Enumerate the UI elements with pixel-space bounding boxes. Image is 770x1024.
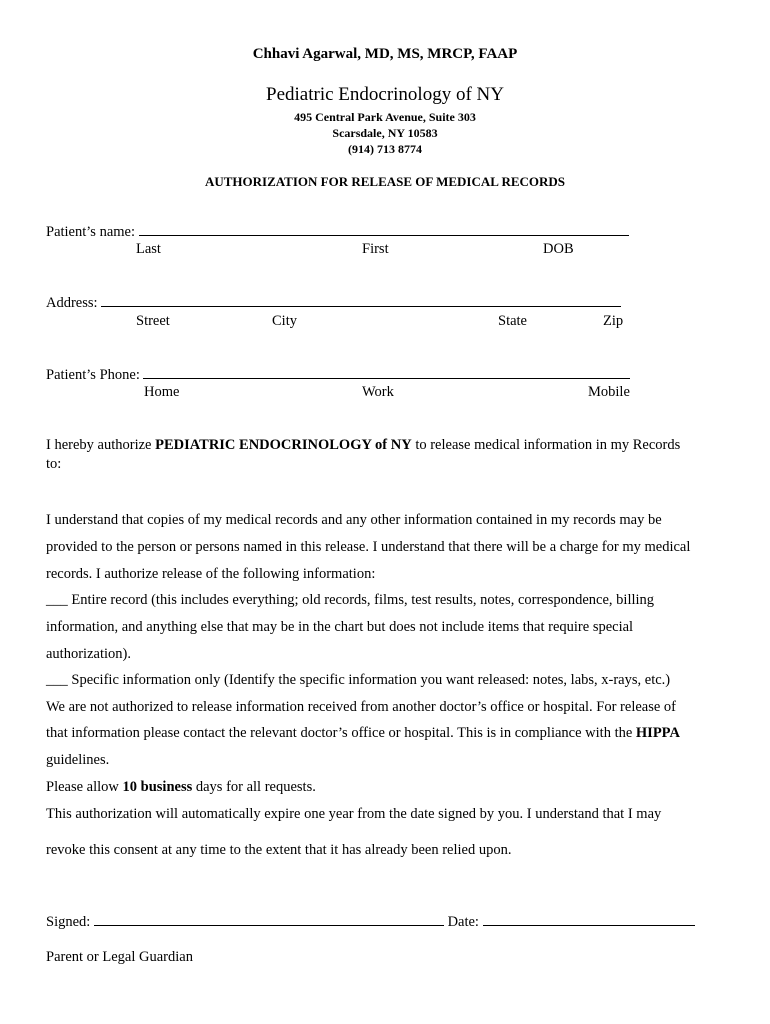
patient-name-line[interactable] — [139, 223, 629, 236]
phone-field[interactable] — [46, 366, 630, 384]
signature-line[interactable] — [94, 913, 444, 926]
body-line-2: provided to the person or persons named in this release. I understand that there will be a charge for my medical — [46, 539, 691, 555]
sub-label-zip: Zip — [603, 313, 624, 329]
form-title: AUTHORIZATION FOR RELEASE OF MEDICAL RECORDS — [204, 174, 566, 189]
address-line-1: 495 Central Park Avenue, Suite 303 — [294, 110, 476, 124]
body-line-12: This authorization will automatically expire one year from the date signed by you. I understand that I may — [46, 806, 662, 822]
address-label: Address: — [46, 295, 98, 311]
sub-label-mobile: Mobile — [588, 384, 630, 400]
body-line-11: Please allow 10 business days for all requests. — [46, 779, 316, 795]
sub-label-state: State — [498, 313, 527, 329]
address-field[interactable] — [46, 294, 621, 312]
practice-name-inline: PEDIATRIC ENDOCRINOLOGY of NY — [155, 437, 412, 453]
authorize-to: to: — [46, 456, 62, 472]
hippa-bold: HIPPA — [635, 725, 680, 741]
sub-label-work: Work — [362, 384, 394, 400]
patient-name-field[interactable] — [46, 223, 629, 241]
address-line-2: Scarsdale, NY 10583 — [332, 126, 438, 140]
option-specific-info[interactable]: ___ Specific information only (Identify the specific information you want released: notes, labs, x-rays, etc.) — [46, 672, 671, 688]
body-line-13: revoke this consent at any time to the extent that it has already been relied upon. — [46, 842, 512, 858]
sub-label-street: Street — [136, 313, 170, 329]
sub-label-city: City — [272, 313, 297, 329]
address-line[interactable] — [101, 294, 621, 307]
sub-label-first: First — [362, 241, 389, 257]
body-line-8: We are not authorized to release information received from another doctor’s office or hospital. For release of — [46, 699, 677, 715]
date-label: Date: — [447, 914, 479, 930]
date-line[interactable] — [483, 913, 695, 926]
option-entire-record[interactable]: ___ Entire record (this includes everything; old records, films, test results, notes, correspondence, billing — [46, 592, 655, 608]
body-line-10: guidelines. — [46, 752, 110, 768]
sub-label-dob: DOB — [543, 241, 574, 257]
body-line-3: records. I authorize release of the following information: — [46, 566, 376, 582]
doctor-name: Chhavi Agarwal, MD, MS, MRCP, FAAP — [252, 46, 518, 62]
body-line-9: that information please contact the relevant doctor’s office or hospital. This is in compliance with the HIPPA — [46, 725, 680, 741]
body-line-6: authorization). — [46, 646, 131, 662]
phone-line[interactable] — [143, 366, 630, 379]
body-line-5: information, and anything else that may be in the chart but does not include items that require special — [46, 619, 634, 635]
signature-row[interactable] — [46, 913, 695, 931]
business-days-bold: 10 business — [122, 779, 193, 795]
signed-label: Signed: — [46, 914, 91, 930]
patient-name-label: Patient’s name: — [46, 224, 135, 240]
phone-label: Patient’s Phone: — [46, 367, 140, 383]
sub-label-last: Last — [136, 241, 161, 257]
body-line-1: I understand that copies of my medical records and any other information contained in my records may be — [46, 512, 662, 528]
sub-label-home: Home — [144, 384, 180, 400]
practice-name: Pediatric Endocrinology of NY — [266, 84, 504, 105]
practice-phone: (914) 713 8774 — [348, 142, 422, 156]
authorize-statement: I hereby authorize PEDIATRIC ENDOCRINOLOGY of NY to release medical information in my Records — [46, 437, 681, 453]
guardian-label: Parent or Legal Guardian — [46, 949, 193, 965]
